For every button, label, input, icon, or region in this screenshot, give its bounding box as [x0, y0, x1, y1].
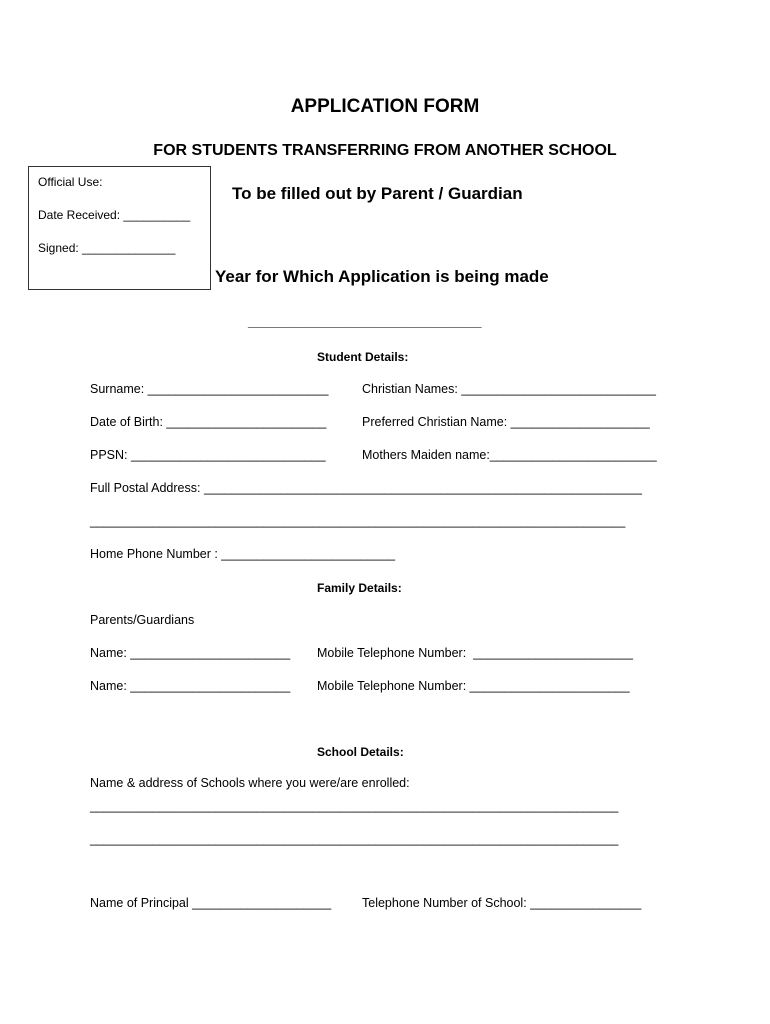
- surname-field[interactable]: Surname: __________________________: [90, 382, 329, 396]
- parents-guardians-label: Parents/Guardians: [90, 613, 195, 627]
- year-label: Year for Which Application is being made: [215, 267, 549, 286]
- schools-line-2[interactable]: ____________________________________________________________________________: [90, 832, 619, 846]
- schools-line-1[interactable]: ____________________________________________________________________________: [90, 799, 619, 813]
- parent-name-field-1[interactable]: Name: _______________________: [90, 646, 291, 660]
- parent-name-field-2[interactable]: Name: _______________________: [90, 679, 291, 693]
- mothers-maiden-name-field[interactable]: Mothers Maiden name:________________________: [362, 448, 657, 462]
- official-use-label: Official Use:: [38, 175, 103, 189]
- christian-names-field[interactable]: Christian Names: ____________________________: [362, 382, 656, 396]
- signed-field[interactable]: Signed: ______________: [38, 241, 176, 255]
- schools-label: Name & address of Schools where you were/are enrolled:: [90, 776, 410, 790]
- date-received-field[interactable]: Date Received: __________: [38, 208, 191, 222]
- form-subtitle: FOR STUDENTS TRANSFERRING FROM ANOTHER SCHOOL: [153, 142, 617, 159]
- school-telephone-field[interactable]: Telephone Number of School: ________________: [362, 896, 642, 910]
- postal-address-field[interactable]: Full Postal Address: _______________________________________________________________: [90, 481, 642, 495]
- fill-instruction: To be filled out by Parent / Guardian: [232, 184, 523, 203]
- family-details-heading: Family Details:: [317, 581, 402, 595]
- ppsn-field[interactable]: PPSN: ____________________________: [90, 448, 326, 462]
- home-phone-field[interactable]: Home Phone Number : _________________________: [90, 547, 396, 561]
- date-of-birth-field[interactable]: Date of Birth: _______________________: [90, 415, 327, 429]
- parent-mobile-field-2[interactable]: Mobile Telephone Number: _______________________: [317, 679, 630, 693]
- principal-field[interactable]: Name of Principal ____________________: [90, 896, 332, 910]
- student-details-heading: Student Details:: [317, 350, 409, 364]
- form-title: APPLICATION FORM: [290, 96, 480, 117]
- parent-mobile-field-1[interactable]: Mobile Telephone Number: _______________________: [317, 646, 634, 660]
- year-field[interactable]: ______________________________: [248, 313, 482, 329]
- preferred-name-field[interactable]: Preferred Christian Name: ____________________: [362, 415, 650, 429]
- school-details-heading: School Details:: [317, 745, 404, 759]
- postal-address-line2[interactable]: _____________________________________________________________________________: [90, 514, 626, 528]
